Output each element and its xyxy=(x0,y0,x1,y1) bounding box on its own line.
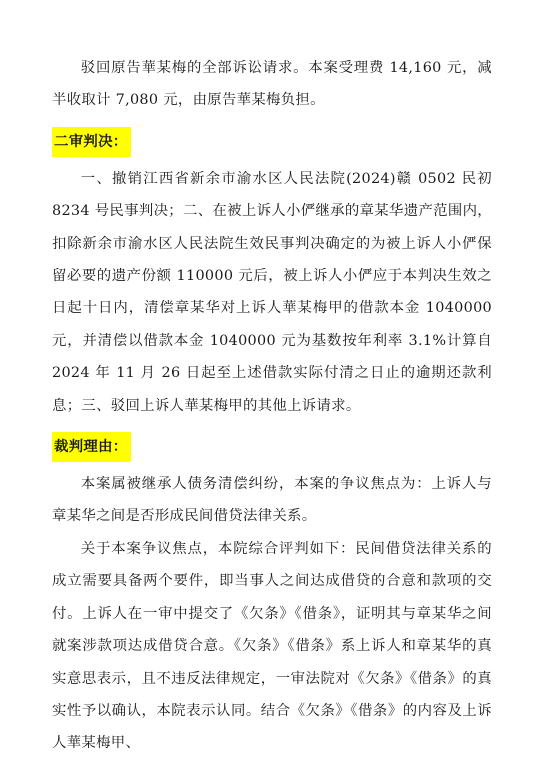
second-instance-heading-wrap xyxy=(52,121,492,161)
second-instance-paragraph: 一、撤销江西省新余市渝水区人民法院(2024)赣 0502 民初 8234 号民事判决；二、在被上诉人小俨继承的章某华遗产范围内，扣除新余市渝水区人民法院生效民事判决确定的为被上诉人小俨保留必要的遗产份额 110000 元后，被上诉人小俨应于本判决生效之日起十日内，清偿章某华对上诉人華某梅甲的借款本金 1040000 元，并清偿以借款本金 1040000 元为基数按年利率 3.1%计算自 2024 年 11 月 26 日起至上述借款实际付清之日止的逾期还款利息；三、驳回上诉人華某梅甲的其他上诉请求。 xyxy=(52,170,492,414)
intro-paragraph: 驳回原告華某梅的全部诉讼请求。本案受理费 14,160 元，减半收取计 7,080 元，由原告華某梅负担。 xyxy=(52,60,492,109)
reasoning-heading-wrap xyxy=(52,426,492,466)
reasoning-paragraph-1: 本案属被继承人债务清偿纠纷，本案的争议焦点为：上诉人与章某华之间是否形成民间借贷法律关系。 xyxy=(52,476,492,525)
reasoning-paragraph-2: 关于本案争议焦点，本院综合评判如下：民间借贷法律关系的成立需要具备两个要件，即当事人之间达成借贷的合意和款项的交付。上诉人在一审中提交了《欠条》《借条》，证明其与章某华之间就案涉款项达成借贷合意。《欠条》《借条》系上诉人和章某华的真实意思表示，且不违反法律规定，一审法院对《欠条》《借条》的真实性予以确认，本院表示认同。结合《欠条》《借条》的内容及上诉人華某梅甲、 xyxy=(52,540,492,752)
second-instance-heading: 二审判决： xyxy=(52,127,131,157)
document-page xyxy=(52,52,492,760)
reasoning-heading: 裁判理由： xyxy=(52,432,131,462)
